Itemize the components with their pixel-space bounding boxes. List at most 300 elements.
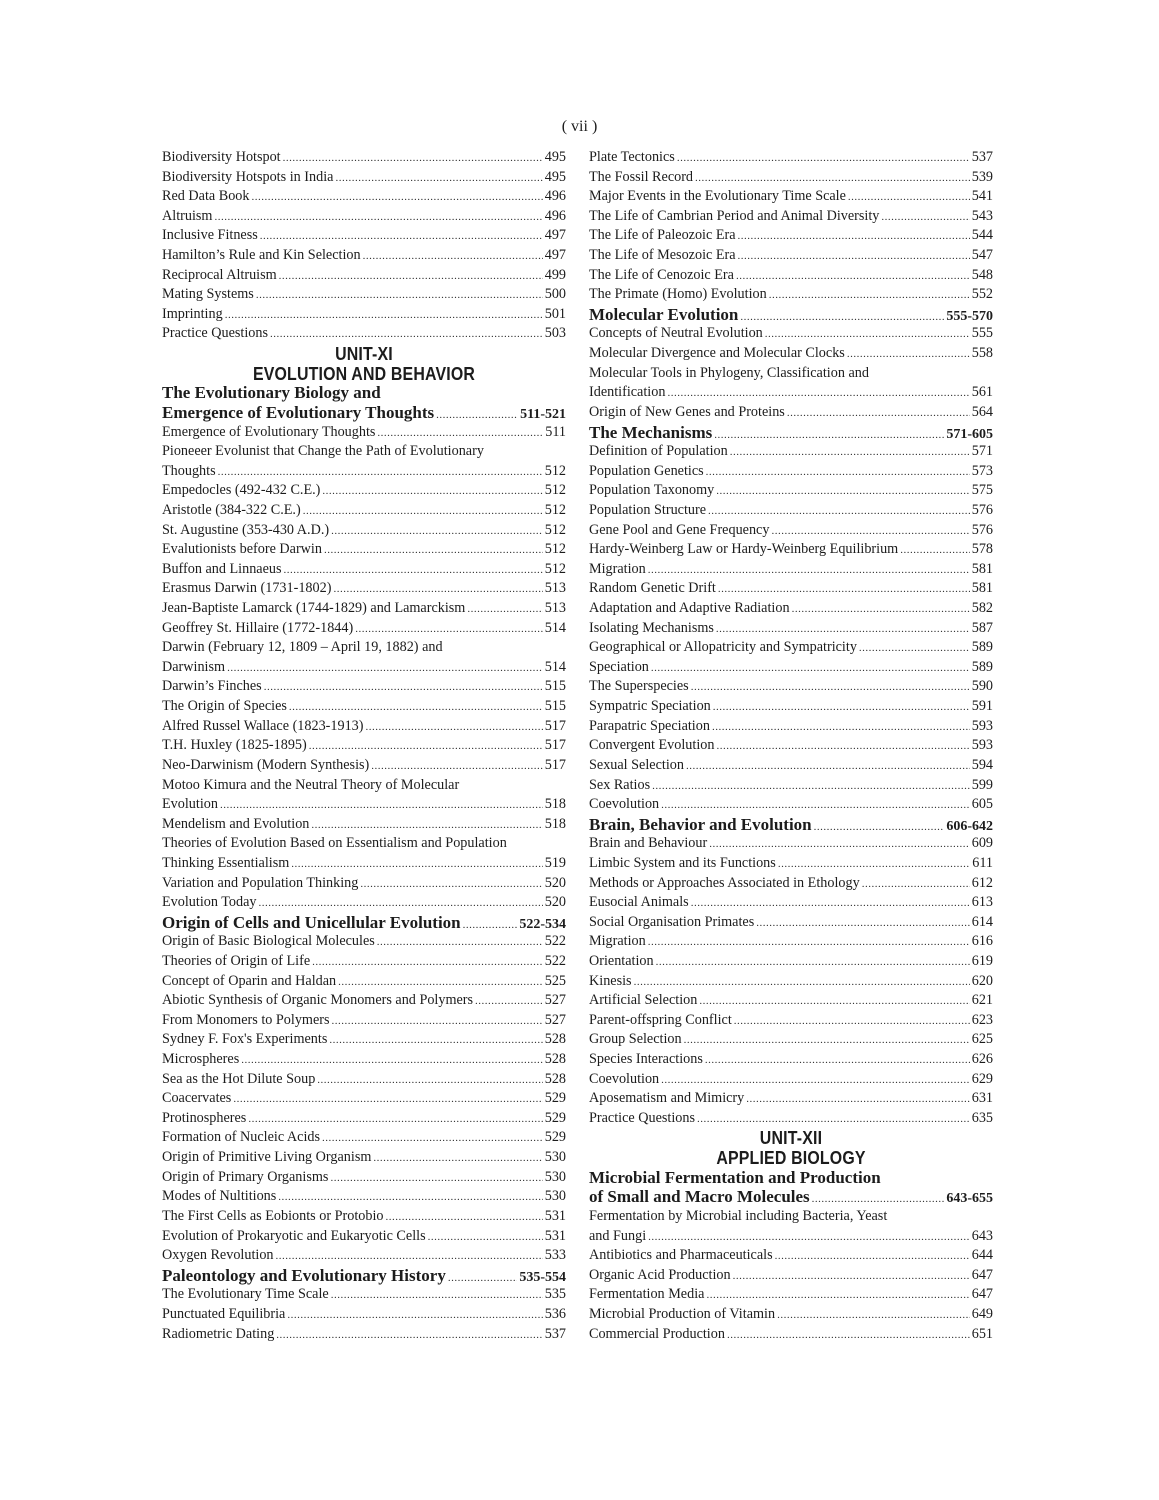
dot-leader xyxy=(716,620,970,639)
toc-entry[interactable] xyxy=(589,540,993,560)
toc-entry[interactable] xyxy=(162,187,566,207)
toc-entry[interactable] xyxy=(589,972,993,992)
toc-entry[interactable] xyxy=(162,952,566,972)
toc-entry[interactable] xyxy=(589,403,993,423)
toc-entry[interactable] xyxy=(162,874,566,894)
dot-leader xyxy=(278,1188,542,1207)
dot-leader xyxy=(859,639,970,658)
toc-entry[interactable] xyxy=(162,148,566,168)
dot-leader xyxy=(812,1190,945,1207)
toc-page-number: 527 xyxy=(544,992,566,1009)
toc-entry[interactable] xyxy=(589,442,993,462)
toc-entry[interactable] xyxy=(162,1325,566,1345)
dot-leader xyxy=(303,502,543,521)
toc-page-number: 621 xyxy=(971,992,993,1009)
dot-leader xyxy=(881,208,969,227)
toc-entry-title: The Superspecies xyxy=(589,678,689,695)
toc-entry-title: The Evolutionary Time Scale xyxy=(162,1286,329,1303)
toc-page-number: 609 xyxy=(971,835,993,852)
toc-chapter[interactable] xyxy=(589,1168,993,1188)
dot-leader xyxy=(697,1110,970,1129)
dot-leader xyxy=(260,227,543,246)
toc-entry[interactable] xyxy=(589,1305,993,1325)
toc-chapter[interactable] xyxy=(589,305,993,325)
toc-entry-title: Sydney F. Fox's Experiments xyxy=(162,1031,328,1048)
toc-entry-title: Geoffrey St. Hillaire (1772-1844) xyxy=(162,619,354,636)
toc-entry[interactable] xyxy=(589,1070,993,1090)
toc-entry[interactable] xyxy=(589,207,993,227)
toc-entry[interactable] xyxy=(589,1030,993,1050)
toc-entry[interactable] xyxy=(589,1285,993,1305)
toc-page-number: 533 xyxy=(544,1247,566,1264)
toc-entry[interactable] xyxy=(162,736,566,756)
dot-leader xyxy=(385,1208,542,1227)
toc-entry-title: Isolating Mechanisms xyxy=(589,619,714,636)
dot-leader xyxy=(287,1306,542,1325)
toc-entry[interactable] xyxy=(589,756,993,776)
toc-page-number: 495 xyxy=(544,168,566,185)
toc-entry-title: Methods or Approaches Associated in Ethology xyxy=(589,874,860,891)
toc-entry-title: Evolution Today xyxy=(162,894,257,911)
dot-leader xyxy=(716,482,969,501)
toc-entry-title: Gene Pool and Gene Frequency xyxy=(589,521,770,538)
toc-entry[interactable] xyxy=(162,1246,566,1266)
dot-leader xyxy=(862,875,970,894)
toc-entry-title: Convergent Evolution xyxy=(589,737,715,754)
toc-entry[interactable] xyxy=(589,677,993,697)
toc-page-number: 605 xyxy=(971,796,993,813)
dot-leader xyxy=(746,1090,969,1109)
toc-entry-title: Identification xyxy=(589,384,666,401)
toc-page-number: 576 xyxy=(971,521,993,538)
toc-entry-title: Emergence of Evolutionary Thoughts xyxy=(162,423,376,440)
toc-entry[interactable] xyxy=(162,501,566,521)
toc-entry-title: Hamilton’s Rule and Kin Selection xyxy=(162,247,361,264)
toc-entry-title: of Small and Macro Molecules xyxy=(589,1187,810,1207)
toc-entry[interactable] xyxy=(589,599,993,619)
toc-entry[interactable] xyxy=(162,1128,566,1148)
toc-entry[interactable] xyxy=(162,226,566,246)
toc-entry[interactable] xyxy=(162,481,566,501)
toc-entry[interactable] xyxy=(162,1030,566,1050)
toc-entry[interactable] xyxy=(589,1227,993,1247)
toc-entry[interactable] xyxy=(162,1207,566,1227)
toc-entry[interactable] xyxy=(162,1070,566,1090)
toc-entry[interactable] xyxy=(162,1187,566,1207)
dot-leader xyxy=(475,992,543,1011)
toc-entry-title: Aristotle (384-322 C.E.) xyxy=(162,501,301,518)
toc-entry-title: Oxygen Revolution xyxy=(162,1247,274,1264)
toc-entry[interactable] xyxy=(162,991,566,1011)
dot-leader xyxy=(661,1071,970,1090)
toc-page-number: 528 xyxy=(544,1070,566,1087)
toc-entry[interactable] xyxy=(589,697,993,717)
toc-entry[interactable] xyxy=(589,246,993,266)
toc-page-number: 517 xyxy=(544,756,566,773)
toc-page-number: 530 xyxy=(544,1149,566,1166)
toc-entry[interactable] xyxy=(162,423,566,443)
toc-entry[interactable] xyxy=(162,638,566,658)
toc-entry-title: Evolution xyxy=(162,796,218,813)
toc-entry-title: Microspheres xyxy=(162,1051,240,1068)
toc-page-number: 620 xyxy=(971,972,993,989)
toc-entry[interactable] xyxy=(162,540,566,560)
toc-entry[interactable] xyxy=(162,854,566,874)
toc-entry[interactable] xyxy=(589,501,993,521)
toc-page-number: 593 xyxy=(971,737,993,754)
toc-page-number: 513 xyxy=(544,600,566,617)
toc-page-number: 589 xyxy=(971,658,993,675)
dot-leader xyxy=(716,737,969,756)
toc-entry[interactable] xyxy=(589,1011,993,1031)
toc-entry[interactable] xyxy=(589,932,993,952)
toc-page-number: 611 xyxy=(972,854,993,871)
toc-entry[interactable] xyxy=(162,658,566,678)
toc-page-number: 528 xyxy=(544,1051,566,1068)
toc-page-number: 535-554 xyxy=(519,1269,566,1285)
toc-entry-title: Practice Questions xyxy=(589,1109,695,1126)
toc-entry[interactable] xyxy=(589,266,993,286)
toc-chapter[interactable] xyxy=(162,383,566,403)
toc-entry-title: Thoughts xyxy=(162,462,216,479)
toc-entry[interactable] xyxy=(589,893,993,913)
toc-entry-title: The Life of Cambrian Period and Animal Diversity xyxy=(589,207,880,224)
dot-leader xyxy=(335,169,542,188)
dot-leader xyxy=(714,426,944,443)
dot-leader xyxy=(648,1228,970,1247)
toc-page-number: 512 xyxy=(544,541,566,558)
toc-page-number: 548 xyxy=(971,266,993,283)
toc-entry[interactable] xyxy=(589,1246,993,1266)
toc-page-number: 576 xyxy=(971,501,993,518)
toc-entry-title: Geographical or Allopatricity and Sympatricity xyxy=(589,639,857,656)
dot-leader xyxy=(331,522,543,541)
dot-leader xyxy=(648,933,970,952)
toc-entry[interactable] xyxy=(162,168,566,188)
toc-entry-title: T.H. Huxley (1825-1895) xyxy=(162,737,307,754)
toc-entry-title: Brain and Behaviour xyxy=(589,835,708,852)
toc-entry-title: Coacervates xyxy=(162,1090,232,1107)
toc-entry[interactable] xyxy=(162,815,566,835)
toc-chapter[interactable] xyxy=(589,1187,993,1207)
toc-entry[interactable] xyxy=(162,834,566,854)
toc-entry-title: The Life of Paleozoic Era xyxy=(589,227,736,244)
toc-entry-title: Evolution of Prokaryotic and Eukaryotic Cells xyxy=(162,1227,426,1244)
toc-entry-title: Microbial Fermentation and Production xyxy=(589,1167,881,1187)
toc-page-number: 635 xyxy=(971,1109,993,1126)
toc-entry-title: Adaptation and Adaptive Radiation xyxy=(589,600,790,617)
toc-entry[interactable] xyxy=(162,246,566,266)
toc-page-number: 543 xyxy=(971,207,993,224)
toc-entry[interactable] xyxy=(162,1050,566,1070)
toc-entry[interactable] xyxy=(589,1050,993,1070)
toc-entry[interactable] xyxy=(162,579,566,599)
toc-page-number: 587 xyxy=(971,619,993,636)
dot-leader xyxy=(463,916,518,933)
dot-leader xyxy=(322,482,542,501)
dot-leader xyxy=(218,463,543,482)
toc-page-number: 511-521 xyxy=(520,406,566,422)
toc-entry-title: Inclusive Fitness xyxy=(162,227,258,244)
toc-entry-title: Theories of Evolution Based on Essentialism and Population xyxy=(162,835,507,852)
dot-leader xyxy=(329,1031,542,1050)
dot-leader xyxy=(900,541,969,560)
unit-heading: UNIT-XII xyxy=(759,1127,823,1149)
toc-entry[interactable] xyxy=(162,932,566,952)
toc-entry[interactable] xyxy=(162,717,566,737)
toc-entry[interactable] xyxy=(589,736,993,756)
toc-entry[interactable] xyxy=(589,913,993,933)
toc-entry[interactable] xyxy=(162,266,566,286)
toc-page-number: 644 xyxy=(971,1247,993,1264)
toc-entry[interactable] xyxy=(589,638,993,658)
dot-leader xyxy=(677,149,970,168)
toc-entry[interactable] xyxy=(162,619,566,639)
toc-entry[interactable] xyxy=(589,1325,993,1345)
dot-leader xyxy=(270,325,543,344)
toc-entry[interactable] xyxy=(162,560,566,580)
toc-entry[interactable] xyxy=(162,442,566,462)
dot-leader xyxy=(771,522,969,541)
toc-entry[interactable] xyxy=(589,834,993,854)
toc-page-number: 599 xyxy=(971,776,993,793)
toc-entry[interactable] xyxy=(162,795,566,815)
toc-page-number: 647 xyxy=(971,1286,993,1303)
toc-page-number: 529 xyxy=(544,1109,566,1126)
toc-entry-title: Mendelism and Evolution xyxy=(162,815,310,832)
dot-leader xyxy=(309,737,543,756)
toc-page-number: 649 xyxy=(971,1305,993,1322)
dot-leader xyxy=(656,953,970,972)
toc-entry[interactable] xyxy=(162,1168,566,1188)
toc-entry-title: Major Events in the Evolutionary Time Scale xyxy=(589,188,846,205)
unit-heading: EVOLUTION AND BEHAVIOR xyxy=(252,362,476,384)
toc-entry[interactable] xyxy=(589,1109,993,1129)
toc-entry-title: Antibiotics and Pharmaceuticals xyxy=(589,1247,773,1264)
dot-leader xyxy=(324,541,543,560)
dot-leader xyxy=(333,580,542,599)
toc-page-number: 581 xyxy=(971,560,993,577)
toc-entry[interactable] xyxy=(589,658,993,678)
toc-entry[interactable] xyxy=(162,1285,566,1305)
toc-entry-title: Organic Acid Production xyxy=(589,1266,731,1283)
dot-leader xyxy=(686,757,970,776)
toc-entry[interactable] xyxy=(162,1148,566,1168)
toc-page-number: 496 xyxy=(544,207,566,224)
toc-entry-title: Emergence of Evolutionary Thoughts xyxy=(162,402,435,422)
toc-entry[interactable] xyxy=(162,697,566,717)
toc-entry[interactable] xyxy=(589,462,993,482)
toc-page-number: 571 xyxy=(971,443,993,460)
toc-entry[interactable] xyxy=(589,854,993,874)
toc-entry-title: Origin of Primary Organisms xyxy=(162,1168,329,1185)
toc-entry[interactable] xyxy=(589,521,993,541)
toc-entry[interactable] xyxy=(162,1089,566,1109)
toc-page-number: 555-570 xyxy=(946,308,993,324)
toc-page-number: 531 xyxy=(544,1227,566,1244)
toc-entry[interactable] xyxy=(589,795,993,815)
toc-page-number: 503 xyxy=(544,325,566,342)
dot-leader xyxy=(691,894,970,913)
toc-entry[interactable] xyxy=(162,324,566,344)
toc-entry[interactable] xyxy=(589,1266,993,1286)
toc-entry[interactable] xyxy=(162,462,566,482)
toc-entry-title: The First Cells as Eobionts or Protobio xyxy=(162,1207,384,1224)
toc-entry-title: Imprinting xyxy=(162,305,223,322)
dot-leader xyxy=(256,286,543,305)
toc-entry-title: Darwin (February 12, 1809 – April 19, 1882) and xyxy=(162,639,443,656)
toc-page-number: 515 xyxy=(544,698,566,715)
toc-entry-title: Buffon and Linnaeus xyxy=(162,560,282,577)
toc-entry[interactable] xyxy=(162,521,566,541)
toc-entry[interactable] xyxy=(162,1011,566,1031)
dot-leader xyxy=(667,384,969,403)
toc-entry[interactable] xyxy=(589,874,993,894)
dot-leader xyxy=(371,757,542,776)
toc-entry[interactable] xyxy=(589,187,993,207)
toc-page-number: 629 xyxy=(971,1070,993,1087)
toc-chapter[interactable] xyxy=(589,423,993,443)
toc-entry[interactable] xyxy=(589,285,993,305)
dot-leader xyxy=(756,914,969,933)
toc-chapter[interactable] xyxy=(162,403,566,423)
dot-leader xyxy=(259,894,543,913)
toc-entry[interactable] xyxy=(589,717,993,737)
toc-entry[interactable] xyxy=(589,168,993,188)
toc-entry-title: Orientation xyxy=(589,952,654,969)
toc-page-number: 525 xyxy=(544,972,566,989)
toc-chapter[interactable] xyxy=(162,913,566,933)
toc-page-number: 552 xyxy=(971,286,993,303)
toc-page-number: 647 xyxy=(971,1266,993,1283)
dot-leader xyxy=(713,698,970,717)
dot-leader xyxy=(709,835,970,854)
toc-page-number: 591 xyxy=(971,698,993,715)
toc-entry[interactable] xyxy=(162,893,566,913)
toc-page-number: 513 xyxy=(544,580,566,597)
toc-entry-title: Molecular Evolution xyxy=(589,304,739,324)
toc-entry-title: Abiotic Synthesis of Organic Monomers and Polymers xyxy=(162,992,474,1009)
toc-entry-title: Sympatric Speciation xyxy=(589,698,711,715)
toc-entry[interactable] xyxy=(589,1089,993,1109)
dot-leader xyxy=(847,345,970,364)
toc-page-number: 539 xyxy=(971,168,993,185)
toc-entry[interactable] xyxy=(589,991,993,1011)
toc-entry-title: Evalutionists before Darwin xyxy=(162,541,322,558)
toc-page-number: 528 xyxy=(544,1031,566,1048)
toc-entry[interactable] xyxy=(162,1227,566,1247)
dot-leader xyxy=(291,855,542,874)
toc-page-number: 623 xyxy=(971,1011,993,1028)
toc-entry[interactable] xyxy=(589,383,993,403)
toc-entry-title: Origin of Cells and Unicellular Evolution xyxy=(162,912,461,932)
toc-entry[interactable] xyxy=(162,677,566,697)
toc-entry-title: Group Selection xyxy=(589,1031,682,1048)
toc-entry[interactable] xyxy=(589,481,993,501)
dot-leader xyxy=(648,561,970,580)
toc-entry-title: Erasmus Darwin (1731-1802) xyxy=(162,580,332,597)
toc-page-number: 535 xyxy=(544,1286,566,1303)
toc-page-number: 518 xyxy=(544,815,566,832)
toc-page-number: 537 xyxy=(544,1325,566,1342)
toc-page-number: 514 xyxy=(544,658,566,675)
toc-page-number: 594 xyxy=(971,756,993,773)
toc-entry[interactable] xyxy=(589,560,993,580)
toc-entry[interactable] xyxy=(162,756,566,776)
toc-entry[interactable] xyxy=(162,285,566,305)
toc-entry-title: and Fungi xyxy=(589,1227,647,1244)
dot-leader xyxy=(428,1228,543,1247)
toc-entry-title: Sex Ratios xyxy=(589,776,651,793)
dot-leader xyxy=(738,227,970,246)
dot-leader xyxy=(276,1247,543,1266)
dot-leader xyxy=(684,1031,970,1050)
toc-page-number: 497 xyxy=(544,247,566,264)
toc-entry-title: Practice Questions xyxy=(162,325,268,342)
toc-right-column xyxy=(589,148,993,1344)
dot-leader xyxy=(691,678,970,697)
toc-chapter[interactable] xyxy=(162,1266,566,1286)
toc-entry-title: Motoo Kimura and the Neutral Theory of Molecular xyxy=(162,776,460,793)
toc-entry[interactable] xyxy=(162,599,566,619)
toc-entry[interactable] xyxy=(162,207,566,227)
toc-entry[interactable] xyxy=(589,579,993,599)
toc-page-number: 625 xyxy=(971,1031,993,1048)
dot-leader xyxy=(727,1326,970,1345)
toc-chapter[interactable] xyxy=(589,815,993,835)
toc-entry[interactable] xyxy=(589,364,993,384)
toc-page-number: 619 xyxy=(971,952,993,969)
toc-entry[interactable] xyxy=(589,344,993,364)
dot-leader xyxy=(736,267,970,286)
toc-page-number: 520 xyxy=(544,874,566,891)
dot-leader xyxy=(289,698,543,717)
toc-page-number: 573 xyxy=(971,462,993,479)
toc-entry[interactable] xyxy=(589,148,993,168)
toc-entry-title: Theories of Origin of Life xyxy=(162,952,311,969)
toc-page-number: 517 xyxy=(544,737,566,754)
toc-entry-title: Empedocles (492-432 C.E.) xyxy=(162,482,321,499)
toc-page-number: 512 xyxy=(544,560,566,577)
toc-entry[interactable] xyxy=(162,1109,566,1129)
toc-entry[interactable] xyxy=(162,972,566,992)
toc-page-number: 581 xyxy=(971,580,993,597)
toc-entry[interactable] xyxy=(589,324,993,344)
toc-entry[interactable] xyxy=(589,1207,993,1227)
dot-leader xyxy=(355,620,542,639)
toc-page-number: 501 xyxy=(544,305,566,322)
toc-entry[interactable] xyxy=(589,619,993,639)
toc-entry-title: Radiometric Dating xyxy=(162,1325,275,1342)
toc-entry[interactable] xyxy=(589,226,993,246)
toc-page-number: 512 xyxy=(544,501,566,518)
toc-entry[interactable] xyxy=(162,1305,566,1325)
toc-page-number: 499 xyxy=(544,266,566,283)
toc-page-number: 527 xyxy=(544,1011,566,1028)
toc-entry[interactable] xyxy=(589,776,993,796)
dot-leader xyxy=(467,600,542,619)
toc-entry-title: The Fossil Record xyxy=(589,168,694,185)
toc-entry-title: Kinesis xyxy=(589,972,632,989)
dot-leader xyxy=(848,188,970,207)
toc-entry-title: Variation and Population Thinking xyxy=(162,874,359,891)
dot-leader xyxy=(651,659,970,678)
toc-entry[interactable] xyxy=(162,305,566,325)
toc-entry[interactable] xyxy=(589,952,993,972)
toc-entry[interactable] xyxy=(162,776,566,796)
dot-leader xyxy=(814,818,945,835)
dot-leader xyxy=(276,1326,542,1345)
